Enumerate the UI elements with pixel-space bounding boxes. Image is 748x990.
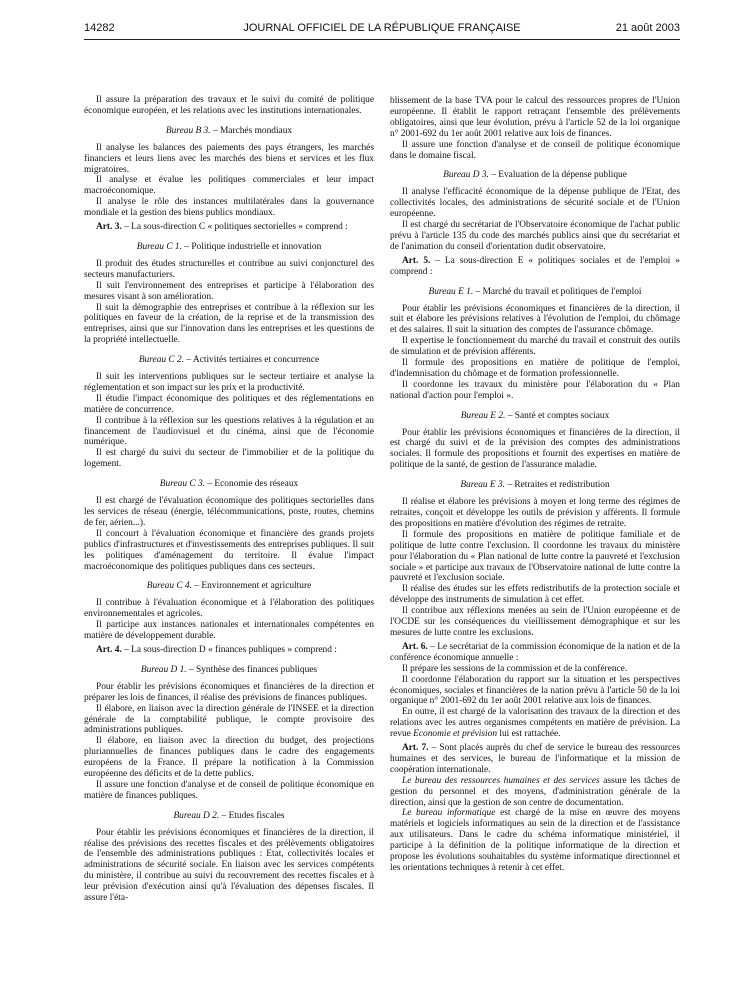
- bureau-title: – Synthèse des finances publiques: [186, 664, 318, 675]
- paragraph: Il est chargé de l'évaluation économique des politiques sectorielles dans les services de réseau (énergie, télécommunications, poste, routes, chemins de fer, aérien...).: [84, 496, 374, 528]
- bureau-heading: [84, 355, 374, 366]
- paragraph: Il analyse les balances des paiements des pays étrangers, les marchés financiers et leurs liens avec les marchés des biens et services et les flux migratoires.: [84, 142, 374, 175]
- bureau-label: Bureau E 3.: [460, 480, 506, 491]
- paragraph: Pour établir les prévisions économiques et financières de la direction, il réalise des prévisions des recettes fiscales et des prélèvements obligatoires de l'ensemble des administrations publiques : Etat, collectivités locales et administrations de sécurité sociale. En liaison avec les services compétents du ministère, il contribue au suivi du recouvrement des recettes fiscales et à leur prévision d'exécution ainsi qu'à l'évaluation des dépenses fiscales. Il assure l'éta-: [84, 827, 374, 904]
- page-header: [84, 20, 680, 36]
- bureau-heading: [84, 479, 374, 490]
- office-name: Le bureau des ressources humaines et des services: [402, 775, 600, 786]
- article-label: Art. 5.: [402, 255, 431, 266]
- paragraph: Il assure la préparation des travaux et le suivi du comité de politique économique européen, et les relations avec les institutions internationales.: [84, 95, 374, 116]
- bureau-heading: [390, 480, 680, 491]
- paragraph: Pour établir les prévisions économiques et financières de la direction et préparer les lois de finances, il réalise des prévisions de finances publiques.: [84, 681, 374, 703]
- bureau-label: Bureau D 2.: [173, 810, 220, 821]
- bureau-label: Bureau E 2.: [460, 410, 506, 421]
- bureau-heading: [84, 126, 374, 137]
- paragraph: Il contribue aux réflexions menées au sein de l'Union européenne et de l'OCDE sur les conséquences du vieillissement démographique et sur les mesures de lutte contre les exclusions.: [390, 606, 680, 638]
- left-column: [84, 95, 374, 904]
- article-label: Art. 3.: [96, 222, 122, 233]
- bureau-heading: [390, 170, 680, 181]
- bureau-title: – Etudes fiscales: [219, 810, 285, 821]
- paragraph: Il coordonne les travaux du ministère pour l'élaboration du « Plan national d'action pour l'emploi ».: [390, 379, 680, 401]
- text-run: assure les tâches de gestion du personnel et des moyens, d'administration générale de la direction, ainsi que la gestion de son centre de documentation.: [390, 775, 680, 808]
- article-paragraph: [390, 642, 680, 664]
- article-text: – La sous-direction C « politiques sectorielles » comprend :: [121, 222, 348, 233]
- bureau-label: Bureau B 3.: [165, 125, 211, 136]
- paragraph: Il est chargé du suivi du secteur de l'immobilier et de la politique du logement.: [84, 448, 374, 470]
- paragraph: Il analyse le rôle des instances multilatérales dans la gouvernance mondiale et la gestion des biens publics mondiaux.: [84, 197, 374, 219]
- bureau-title: – Santé et comptes sociaux: [505, 410, 610, 421]
- bureau-heading: [84, 811, 374, 822]
- bureau-label: Bureau C 3.: [159, 479, 206, 490]
- bureau-heading: [390, 287, 680, 298]
- paragraph: Il est chargé du secrétariat de l'Observatoire économique de l'achat public prévu à l'article 135 du code des marchés publics ainsi que du secrétariat et de l'animation du conseil d'orientation dudit observatoire.: [390, 220, 680, 252]
- article-text: – Sont placés auprès du chef de service le bureau des ressources humaines et des services, le bureau de l'informatique et la mission de coopération internationale.: [390, 743, 680, 775]
- article-text: – La sous-direction E « politiques sociales et de l'emploi » comprend :: [390, 255, 680, 277]
- paragraph: Il élabore, en liaison avec la direction du budget, des projections pluriannuelles de finances publiques dans le cadre des engagements européens de la France. Il prépare la notification à la Commission européenne des déficits et de la dette publics.: [84, 736, 374, 780]
- article-label: Art. 4.: [96, 644, 122, 655]
- journal-title: JOURNAL OFFICIEL DE LA RÉPUBLIQUE FRANÇAISE: [243, 22, 521, 34]
- paragraph: blissement de la base TVA pour le calcul des ressources propres de l'Union européenne. Il établit le rapport retraçant l'ensemble des prélèvements obligatoires, ainsi que leur évolution, prévu à l'article 52 de la loi organique n° 2001-692 du 1er août 2001 relative aux lois de finances.: [390, 96, 680, 139]
- article-paragraph: [390, 256, 680, 278]
- issue-date: 21 août 2003: [615, 22, 680, 34]
- text-run: lui est rattachée.: [497, 729, 561, 740]
- bureau-label: Bureau E 1.: [428, 286, 474, 297]
- bureau-title: – Evaluation de la dépense publique: [488, 170, 627, 181]
- paragraph: Il suit l'environnement des entreprises et participe à l'élaboration des mesures visant à son amélioration.: [84, 280, 374, 302]
- article-paragraph: [84, 222, 374, 233]
- paragraph: Il suit les interventions publiques sur le secteur tertiaire et analyse la réglementation et son impact sur les prix et la productivité.: [84, 372, 374, 393]
- page-number: 14282: [84, 22, 115, 34]
- paragraph: Pour établir les prévisions économiques et financières de la direction, il suit et élabore les prévisions relatives à l'évolution de l'emploi, du chômage et des salaires. Il suit la situation des comptes de l'assurance chômage.: [390, 303, 680, 336]
- bureau-heading: [84, 581, 374, 592]
- paragraph: [390, 707, 680, 740]
- paragraph: Il participe aux instances nationales et internationales compétentes en matière de développement durable.: [84, 620, 374, 642]
- paragraph: Il analyse l'efficacité économique de la dépense publique de l'Etat, des collectivités locales, des administrations de sécurité sociale et de l'Union européenne.: [390, 187, 680, 220]
- bureau-label: Bureau D 3.: [443, 170, 489, 181]
- bureau-title: – Economie des réseaux: [205, 479, 299, 490]
- article-text: – La sous-direction D « finances publiques » comprend :: [121, 644, 337, 655]
- bureau-title: – Marché du travail et politiques de l'emploi: [473, 286, 642, 297]
- bureau-title: – Activités tertiaires et concurrence: [184, 355, 320, 366]
- bureau-title: – Politique industrielle et innovation: [181, 241, 322, 252]
- bureau-label: Bureau C 1.: [136, 241, 182, 252]
- paragraph: [390, 776, 680, 809]
- bureau-title: – Environnement et agriculture: [192, 581, 312, 592]
- article-label: Art. 6.: [402, 641, 428, 652]
- bureau-heading: [84, 665, 374, 676]
- paragraph: Il étudie l'impact économique des politiques et des réglementations en matière de concurrence.: [84, 393, 374, 415]
- paragraph: Il suit la démographie des entreprises et contribue à la réflexion sur les politiques en faveur de la création, de la reprise et de la transmission des entreprises, ainsi que sur l'innovation dans les entreprises et les questions de la propriété intellectuelle.: [84, 302, 374, 346]
- paragraph: [390, 808, 680, 873]
- bureau-heading: [84, 242, 374, 253]
- paragraph: Il assure une fonction d'analyse et de conseil de politique économique en matière de finances publiques.: [84, 779, 374, 801]
- bureau-title: – Marchés mondiaux: [210, 125, 293, 136]
- paragraph: Il coordonne l'élaboration du rapport sur la situation et les perspectives économiques, sociales et financières de la nation prévu à l'article 50 de la loi organique n° 2001-692 du 1er août 2001 relative aux lois de finances.: [390, 674, 680, 707]
- text-run: En outre, il est chargé de la valorisation des travaux de la direction et des relations avec les autres organismes compétents en matière de prévision. La revue: [390, 707, 680, 740]
- paragraph: Il réalise des études sur les effets redistributifs de la protection sociale et développe des instruments de simulation à cet effet.: [390, 584, 680, 606]
- bureau-label: Bureau C 4.: [146, 581, 192, 592]
- paragraph: Il expertise le fonctionnement du marché du travail et construit des outils de simulation et de prévision afférents.: [390, 336, 680, 358]
- bureau-heading: [390, 411, 680, 422]
- bureau-label: Bureau C 2.: [138, 355, 185, 366]
- paragraph: Il concourt à l'évaluation économique et financière des grands projets publics d'infrastructures et d'investissements des entreprises publiques. Il suit les politiques d'aménagement du territoire. Il évalue l'impact macroéconomique des politiques publiques dans ces secteurs.: [84, 528, 374, 572]
- paragraph: Il contribue à la réflexion sur les questions relatives à la régulation et au financement de l'audiovisuel et du cinéma, ainsi que de l'économie numérique.: [84, 415, 374, 448]
- paragraph: Il assure une fonction d'analyse et de conseil de politique économique dans le domaine fiscal.: [390, 139, 680, 161]
- paragraph: Il prépare les sessions de la commission et de la conférence.: [402, 663, 628, 674]
- paragraph: Il formule des propositions en matière de politique de l'emploi, d'indemnisation du chômage et de formation professionnelle.: [390, 358, 680, 379]
- review-title: Economie et prévision: [413, 729, 498, 740]
- article-label: Art. 7.: [402, 743, 429, 754]
- paragraph: Il contribue à l'évaluation économique et à l'élaboration des politiques environnementales et agricoles.: [84, 598, 374, 620]
- bureau-title: – Retraites et redistribution: [505, 480, 610, 491]
- article-text: – Le secrétariat de la commission économique de la nation et de la conférence économique annuelle :: [390, 641, 680, 663]
- paragraph: Il élabore, en liaison avec la direction générale de l'INSEE et la direction générale de la comptabilité publique, le compte provisoire des administrations publiques.: [84, 703, 374, 736]
- article-paragraph: [390, 743, 680, 776]
- header-rule: [84, 39, 680, 40]
- paragraph: Il réalise et élabore les prévisions à moyen et long terme des régimes de retraites, conçoit et développe les outils de prévision y afférents. Il formule des propositions en matière d'évolution des régimes de retraite.: [390, 497, 680, 529]
- paragraph: Il produit des études structurelles et contribue au suivi conjoncturel des secteurs manufacturiers.: [84, 258, 374, 280]
- right-column: [390, 96, 680, 874]
- paragraph: Il analyse et évalue les politiques commerciales et leur impact macroéconomique.: [84, 175, 374, 197]
- bureau-label: Bureau D 1.: [140, 664, 187, 675]
- office-name: Le bureau informatique: [402, 808, 496, 819]
- paragraph: Il formule des propositions en matière de politique familiale et de politique de lutte contre l'exclusion. Il coordonne les travaux du ministère pour l'élaboration du « Plan national de lutte contre la pauvreté et l'exclusion sociale » et participe aux travaux de l'Observatoire national de lutte contre la pauvreté et l'exclusion sociale.: [390, 529, 680, 584]
- text-run: est chargé de la mise en œuvre des moyens matériels et logiciels informatiques au sein de la direction et de l'assistance aux utilisateurs. Dans le cadre du schéma informatique ministériel, il participe à la définition de la politique informatique de la direction et propose les évolutions souhaitables du système informatique directionnel et les orientations techniques à retenir à cet effet.: [390, 808, 680, 873]
- article-paragraph: [84, 645, 374, 656]
- paragraph: Pour établir les prévisions économiques et financières de la direction, il est chargé du suivi et de la prévision des comptes des administrations sociales. Il formule des propositions et fournit des expertises en matière de politique de la santé, de gestion de l'assurance maladie.: [390, 427, 680, 471]
